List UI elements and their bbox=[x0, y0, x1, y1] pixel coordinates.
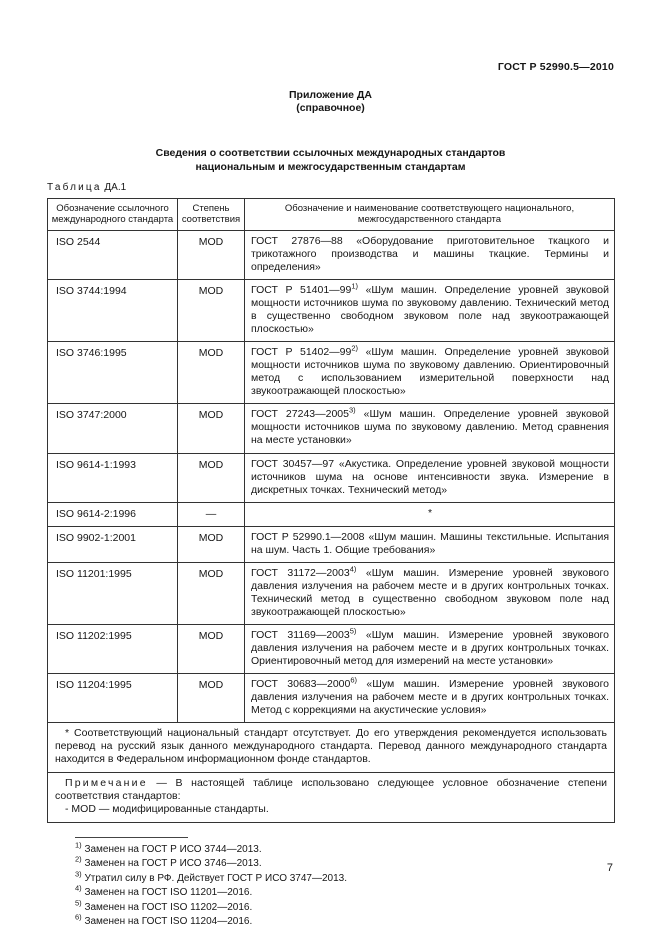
footnote-text: Заменен на ГОСТ ISO 11201—2016. bbox=[84, 887, 253, 899]
footnote-marker: 5) bbox=[75, 898, 82, 908]
standard-name: «Шум машин. Определение уровней звуковой мощности источников шума по звуковому давлению. Метод сравнения на месте установки» bbox=[251, 408, 609, 447]
footnote-item bbox=[75, 886, 614, 901]
degree-cell: MOD bbox=[178, 624, 245, 673]
degree-cell: MOD bbox=[178, 526, 245, 562]
header-iso-column: Обозначение ссылочного международного стандарта bbox=[48, 198, 178, 231]
iso-code-cell: ISO 11204:1995 bbox=[48, 673, 178, 722]
table-caption-label: Таблица bbox=[47, 181, 102, 193]
footnote-marker: 6) bbox=[75, 913, 82, 923]
footnote-ref: 1) bbox=[351, 281, 359, 291]
footnote-marker: 1) bbox=[75, 840, 82, 850]
standard-name: «Шум машин. Измерение уровней звукового давления излучения на рабочем месте и в других контрольных точках. Технический метод в существенно свободном звуковом поле над звукоотражающей плоскостью» bbox=[251, 566, 609, 618]
standard-name: «Акустика. Определение уровней звуковой мощности источников шума на основе интенсивности звука. Измерение в дискретных точках. Технический метод» bbox=[251, 457, 610, 496]
standard-cell bbox=[245, 502, 615, 526]
standard-name: «Шум машин. Определение уровней звуковой мощности источников шума по звуковому давлению. Ориентировочный метод с использованием измерительной поверхности над звукоотражающей плоскостью» bbox=[251, 346, 609, 398]
footnotes bbox=[75, 837, 614, 930]
footnote-ref: 3) bbox=[348, 405, 356, 415]
footnote-item bbox=[75, 869, 614, 887]
header-degree-column: Степень соответствия bbox=[178, 198, 245, 231]
standard-name: «Шум машин. Машины текстильные. Испытания на шум. Часть 1. Общие требования» bbox=[251, 530, 610, 556]
standard-cell bbox=[245, 404, 615, 453]
standard-cell bbox=[245, 453, 615, 502]
gost-code: ГОСТ Р 52990.1—2008 bbox=[251, 530, 365, 543]
standards-table bbox=[47, 198, 615, 823]
footnote-marker: 3) bbox=[75, 869, 82, 879]
footnote-text: Заменен на ГОСТ Р ИСО 3744—2013. bbox=[84, 843, 262, 855]
table-row bbox=[48, 673, 615, 722]
table-row bbox=[48, 624, 615, 673]
iso-code-cell: ISO 9614-2:1996 bbox=[48, 502, 178, 526]
standard-cell bbox=[245, 562, 615, 624]
gost-code: ГОСТ 31172—2003 bbox=[251, 566, 350, 579]
gost-code: ГОСТ 31169—2003 bbox=[251, 628, 350, 641]
table-row bbox=[48, 280, 615, 342]
iso-code-cell: ISO 3744:1994 bbox=[48, 280, 178, 342]
gost-code: ГОСТ 30457—97 bbox=[251, 457, 335, 470]
annex-heading bbox=[47, 89, 614, 115]
gost-code: ГОСТ Р 51402—99 bbox=[251, 346, 352, 359]
footnote-text: Заменен на ГОСТ Р ИСО 3746—2013. bbox=[84, 858, 262, 870]
iso-code-cell: ISO 2544 bbox=[48, 231, 178, 280]
footnote-text: Заменен на ГОСТ ISO 11204—2016. bbox=[84, 916, 253, 928]
table-row bbox=[48, 231, 615, 280]
degree-cell: MOD bbox=[178, 231, 245, 280]
degree-cell: MOD bbox=[178, 342, 245, 404]
iso-code-cell: ISO 11202:1995 bbox=[48, 624, 178, 673]
footnote-ref: 6) bbox=[350, 675, 358, 685]
table-row bbox=[48, 404, 615, 453]
standard-cell bbox=[245, 231, 615, 280]
footnote-item bbox=[75, 857, 614, 872]
table-row bbox=[48, 453, 615, 502]
table-caption bbox=[47, 182, 614, 193]
gost-code: ГОСТ 27243—2005 bbox=[251, 408, 349, 421]
note-text: — В настоящей таблице использовано следующее условное обозначение степени соответствия стандартов: bbox=[55, 776, 607, 802]
iso-code-cell: ISO 9614-1:1993 bbox=[48, 453, 178, 502]
table-caption-number: ДА.1 bbox=[104, 181, 127, 193]
section-title-line2: национальным и межгосударственным стандартам bbox=[195, 160, 466, 173]
iso-code-cell: ISO 3747:2000 bbox=[48, 404, 178, 453]
footnote-item bbox=[75, 898, 614, 916]
degree-cell: MOD bbox=[178, 562, 245, 624]
footnote-item bbox=[75, 840, 614, 858]
note-label: Примечание bbox=[65, 776, 148, 789]
standard-cell bbox=[245, 673, 615, 722]
footnote-marker: 4) bbox=[75, 884, 82, 894]
note-paragraph bbox=[55, 777, 607, 803]
standard-name: «Шум машин. Измерение уровней звукового давления излучения на рабочем месте и в других контрольных точках. Метод с коррекциями на акустические условия» bbox=[251, 677, 610, 716]
standard-name: «Шум машин. Определение уровней звуковой мощности источников шума по звуковому давлению. Технический метод в существенно свободном звуковом поле над звукоотражающей плоскостью» bbox=[251, 284, 609, 336]
degree-cell: MOD bbox=[178, 280, 245, 342]
table-row bbox=[48, 562, 615, 624]
star-note-cell bbox=[48, 722, 615, 772]
gost-code: ГОСТ 27876—88 bbox=[251, 235, 343, 248]
standard-name: «Шум машин. Измерение уровней звукового давления излучения на рабочем месте и в других контрольных точках. Ориентировочный метод для измерений на месте установки» bbox=[251, 628, 609, 667]
gost-code: ГОСТ 30683—2000 bbox=[251, 677, 351, 690]
footnote-item bbox=[75, 915, 614, 930]
degree-cell: — bbox=[178, 502, 245, 526]
standard-name: «Оборудование приготовительное ткацкого и трикотажного производства и машины ткацкие. Термины и определения» bbox=[251, 235, 609, 274]
degree-cell: MOD bbox=[178, 404, 245, 453]
page-number: 7 bbox=[606, 862, 613, 874]
star-note-marker: * bbox=[65, 726, 70, 739]
star-note-text: Соответствующий национальный стандарт отсутствует. До его утверждения рекомендуется использовать перевод на русский язык данного международного стандарта. Перевод данного международного стандарта находится в Федеральном информационном фонде стандартов. bbox=[55, 726, 607, 765]
table-header bbox=[48, 198, 615, 231]
doc-header-code: ГОСТ Р 52990.5—2010 bbox=[497, 61, 614, 73]
footnote-ref: 5) bbox=[349, 626, 357, 636]
table-row bbox=[48, 502, 615, 526]
footnote-text: Заменен на ГОСТ ISO 11202—2016. bbox=[84, 901, 253, 913]
footnote-marker: 2) bbox=[75, 855, 82, 865]
table-star-note-row bbox=[48, 722, 615, 772]
degree-cell: MOD bbox=[178, 453, 245, 502]
star-note bbox=[55, 727, 607, 766]
iso-code-cell: ISO 9902-1:2001 bbox=[48, 526, 178, 562]
annex-title: Приложение ДА bbox=[289, 89, 372, 101]
table-note-row bbox=[48, 772, 615, 822]
standard-cell bbox=[245, 342, 615, 404]
annex-subtitle: (справочное) bbox=[296, 102, 365, 115]
iso-code-cell: ISO 3746:1995 bbox=[48, 342, 178, 404]
footnote-separator bbox=[75, 837, 188, 838]
gost-code: ГОСТ Р 51401—99 bbox=[251, 284, 352, 297]
note-cell bbox=[48, 772, 615, 822]
note-item: - MOD — модифицированные стандарты. bbox=[65, 802, 269, 815]
footnote-ref: 2) bbox=[351, 343, 359, 353]
header-standard-column: Обозначение и наименование соответствующего национального, межгосударственного стандарта bbox=[245, 198, 615, 231]
table-row bbox=[48, 342, 615, 404]
iso-code-cell: ISO 11201:1995 bbox=[48, 562, 178, 624]
section-title bbox=[47, 147, 614, 174]
table-body bbox=[48, 231, 615, 823]
section-title-line1: Сведения о соответствии ссылочных международных стандартов bbox=[155, 147, 506, 160]
footnote-text: Утратил силу в РФ. Действует ГОСТ Р ИСО 3747—2013. bbox=[84, 872, 348, 884]
standard-cell bbox=[245, 280, 615, 342]
table-row bbox=[48, 526, 615, 562]
standard-cell bbox=[245, 526, 615, 562]
degree-cell: MOD bbox=[178, 673, 245, 722]
standard-cell bbox=[245, 624, 615, 673]
footnote-ref: 4) bbox=[349, 564, 357, 574]
standard-name: * bbox=[427, 506, 433, 519]
